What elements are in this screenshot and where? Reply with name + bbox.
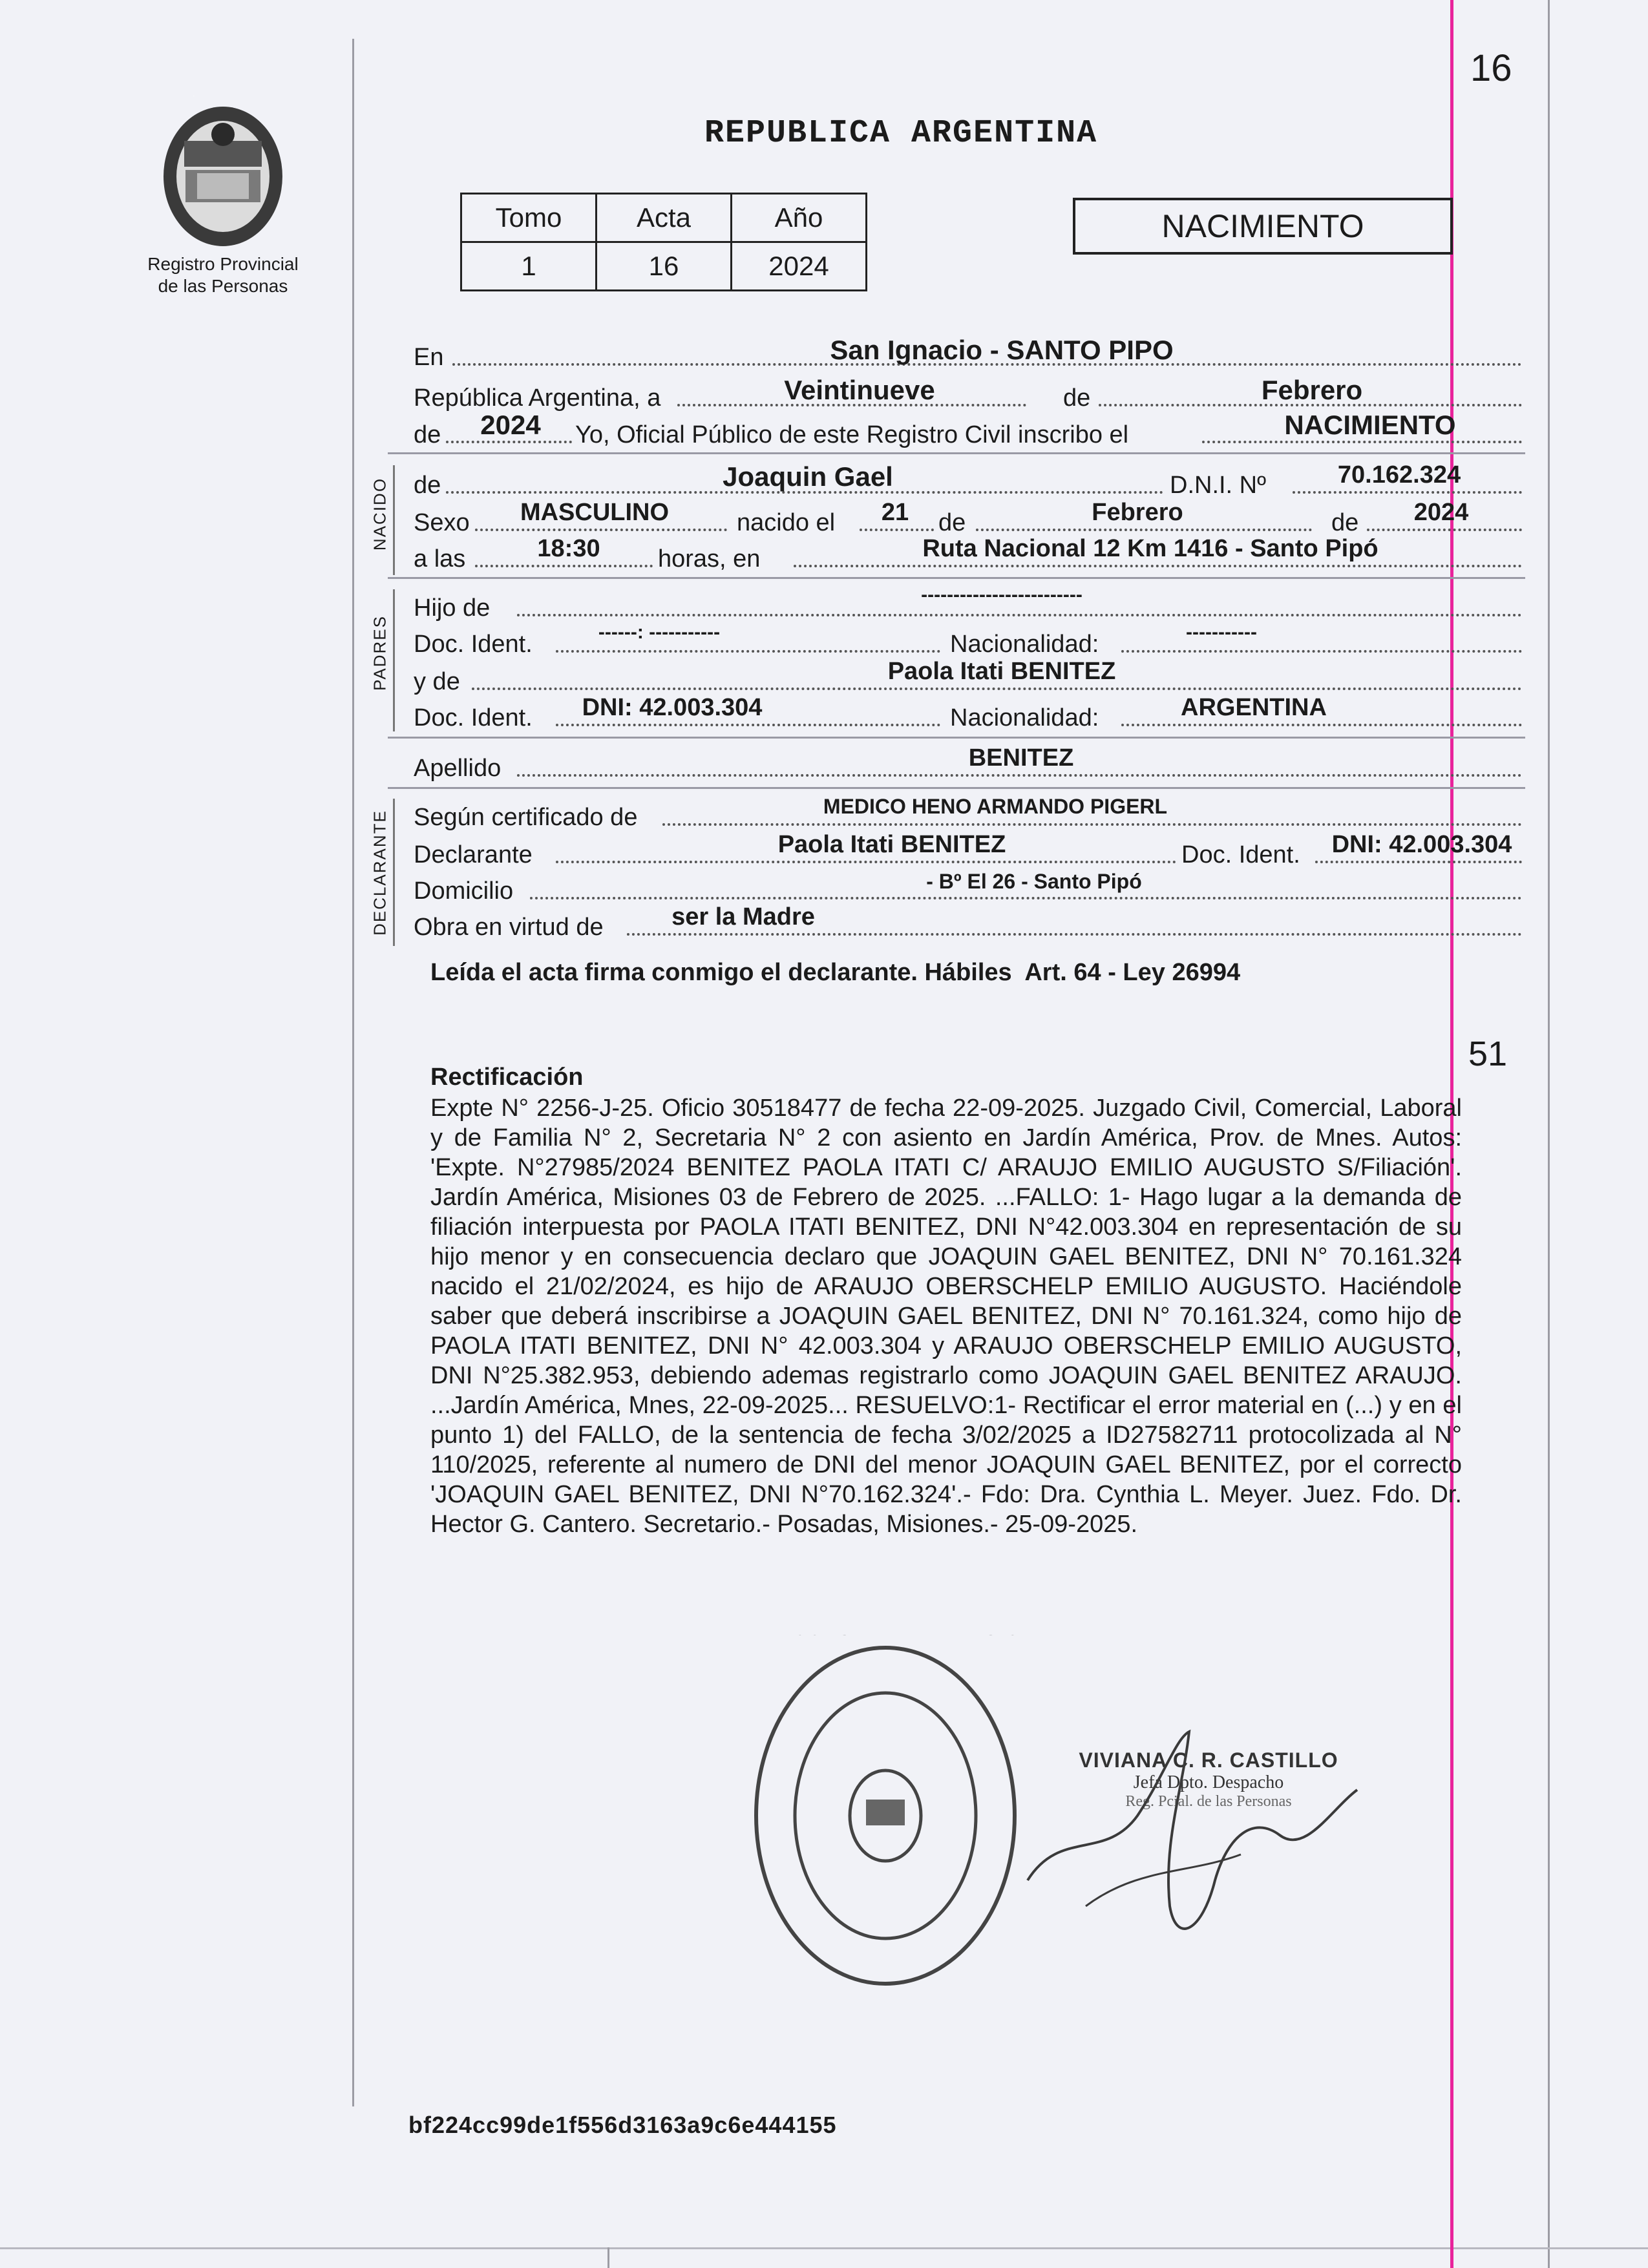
birth-day: 21 (881, 499, 909, 526)
dni-label: D.N.I. Nº (1170, 472, 1266, 499)
officer-text: Yo, Oficial Público de este Registro Civil inscribo el (575, 421, 1129, 448)
declarante-bar (393, 799, 395, 946)
father-nat-label: Nacionalidad: (950, 631, 1099, 658)
de-year-label: de (414, 421, 441, 448)
place-value: San Ignacio - SANTO PIPO (830, 335, 1174, 365)
declarante-value: Paola Itati BENITEZ (777, 831, 1006, 858)
signer-dept: Reg. Pcial. de las Personas (1125, 1793, 1292, 1810)
official-stamp (743, 1635, 1028, 2000)
bottom-rule (0, 2247, 1648, 2249)
divider (388, 577, 1525, 579)
child-name: Joaquin Gael (723, 461, 893, 492)
dots (1293, 491, 1522, 494)
birth-time: 18:30 (537, 535, 600, 562)
divider (388, 737, 1525, 739)
y-de-label: y de (414, 668, 460, 695)
cert-value: MEDICO HENO ARMANDO PIGERL (823, 795, 1168, 818)
dots (662, 823, 1522, 826)
registry-line-2: de las Personas (158, 276, 288, 296)
obra-value: ser la Madre (671, 903, 815, 930)
dots (1121, 650, 1522, 653)
dots (1367, 529, 1522, 531)
obra-label: Obra en virtud de (414, 914, 604, 941)
acta-value: 16 (597, 242, 732, 291)
alas-label: a las (414, 545, 466, 572)
mother-doc: DNI: 42.003.304 (582, 694, 763, 721)
signer-name: VIVIANA C. R. CASTILLO (1079, 1748, 1338, 1772)
anio-value: 2024 (732, 242, 867, 291)
mother-nat-label: Nacionalidad: (950, 704, 1099, 731)
declarante-section-label: DECLARANTE (370, 810, 390, 936)
apellido-label: Apellido (414, 755, 502, 782)
republic-label: República Argentina, a (414, 384, 661, 412)
dots (475, 565, 653, 567)
domicilio-value: - Bº El 26 - Santo Pipó (926, 870, 1142, 893)
year-value: 2024 (480, 410, 541, 440)
horas-label: horas, en (658, 545, 761, 572)
left-margin-line (352, 39, 354, 2106)
dots (976, 529, 1312, 531)
declarante-doc-label: Doc. Ident. (1181, 841, 1300, 868)
en-label: En (414, 344, 444, 371)
de-label-3: de (1331, 509, 1359, 536)
cert-label: Según certificado de (414, 804, 638, 831)
nacido-section-label: NACIDO (370, 477, 390, 551)
father-name: ------------------------- (921, 584, 1083, 605)
padres-section-label: PADRES (370, 615, 390, 691)
right-margin-line (1548, 0, 1550, 2268)
dots (556, 650, 940, 653)
mother-doc-label: Doc. Ident. (414, 704, 533, 731)
nacido-el-label: nacido el (737, 509, 836, 536)
stamp-inner-text (743, 1635, 949, 1639)
dots (1121, 724, 1522, 726)
dots (446, 441, 572, 443)
divider (388, 452, 1525, 454)
tomo-value: 1 (461, 242, 597, 291)
seal-bottom-text (158, 96, 236, 100)
record-number-table (460, 193, 867, 291)
domicilio-label: Domicilio (414, 877, 514, 905)
mother-name: Paola Itati BENITEZ (887, 658, 1116, 685)
country-title: REPUBLICA ARGENTINA (704, 115, 1098, 152)
dots (1315, 861, 1522, 863)
page-number: 16 (1470, 47, 1512, 89)
anio-header: Año (732, 194, 867, 242)
registry-name (132, 253, 313, 297)
child-dni: 70.162.324 (1337, 461, 1461, 488)
tomo-header: Tomo (461, 194, 597, 242)
divider (388, 787, 1525, 789)
dots (627, 933, 1522, 936)
sexo-label: Sexo (414, 509, 470, 536)
sexo-value: MASCULINO (520, 499, 670, 526)
dots (860, 529, 934, 531)
dots (1202, 441, 1522, 443)
father-doc: ------: ----------- (598, 622, 721, 643)
declarante-doc: DNI: 42.003.304 (1331, 831, 1512, 858)
de-label-2: de (938, 509, 966, 536)
nacido-de-label: de (414, 472, 441, 499)
birth-place: Ruta Nacional 12 Km 1416 - Santo Pipó (922, 535, 1379, 562)
dots (794, 565, 1522, 567)
birth-year: 2024 (1413, 499, 1469, 526)
dots (556, 861, 1176, 863)
apellido-value: BENITEZ (968, 744, 1074, 772)
registry-line-1: Registro Provincial (147, 254, 299, 274)
hijo-de-label: Hijo de (414, 594, 491, 622)
dots (517, 774, 1522, 777)
day-value: Veintinueve (784, 375, 935, 405)
dots (475, 529, 727, 531)
bottom-tick (607, 2247, 609, 2268)
declarante-label: Declarante (414, 841, 533, 868)
rectificacion-title: Rectificación (430, 1064, 584, 1091)
nacido-bar (393, 465, 395, 575)
rectificacion-body: Expte N° 2256-J-25. Oficio 30518477 de fecha 22-09-2025. Juzgado Civil, Comercial, Laboral y de Familia N° 2, Secretaria N° 2 con asiento en Jardín América, Prov. de Mnes. Autos: 'Expte. N°27985/2024 BENITEZ PAOLA ITATI C/ ARAUJO EMILIO AUGUSTO S/Filiación'. Jardín América, Misiones 03 de Febrero de 2025. ...FALLO: 1- Hago lugar a la demanda de filiación interpuesta por PAOLA ITATI BENITEZ, DNI N°42.003.304 en representación de su hijo menor y en consecuencia declaro que JOAQUIN GAEL BENITEZ, DNI N° 70.161.324 nacido el 21/02/2024, es hijo de ARAUJO OBERSCHELP EMILIO AUGUSTO. Haciéndole saber que deberá inscribirse a JOAQUIN GAEL BENITEZ, DNI N° 70.161.324, como hijo de PAOLA ITATI BENITEZ, DNI N° 42.003.304 y ARAUJO OBERSCHELP EMILIO AUGUSTO, DNI N°25.382.953, debiendo ademas registrarlo como JOAQUIN GAEL BENITEZ ARAUJO. ...Jardín América, Mnes, 22-09-2025... RESUELVO:1- Rectificar el error material en (...) y en el punto 1) del FALLO, de la sentencia de fecha 3/02/2025 a ID27582711 protocolizada al N° 110/2025, referente al numero de DNI del menor JOAQUIN GAEL BENITEZ, por el correcto 'JOAQUIN GAEL BENITEZ, DNI N°70.162.324'.- Fdo: Dra. Cynthia L. Meyer. Juez. Fdo. Dr. Hector G. Cantero. Secretario.- Posadas, Misiones.- 25-09-2025. (430, 1095, 1462, 1538)
document-hash: bf224cc99de1f556d3163a9c6e444155 (408, 2112, 837, 2138)
father-doc-label: Doc. Ident. (414, 631, 533, 658)
de-label: de (1063, 384, 1091, 412)
record-type-box: NACIMIENTO (1073, 198, 1453, 255)
father-nationality: ----------- (1186, 622, 1257, 643)
mother-nationality: ARGENTINA (1181, 694, 1327, 721)
dots (556, 724, 940, 726)
dots (472, 688, 1522, 690)
padres-bar (393, 589, 395, 731)
acta-header: Acta (597, 194, 732, 242)
birth-month: Febrero (1092, 499, 1183, 526)
dots (517, 614, 1522, 616)
signer-title: Jefa Dpto. Despacho (1133, 1772, 1284, 1792)
page-number-secondary: 51 (1468, 1034, 1508, 1073)
closing-statement: Leída el acta firma conmigo el declarante. Hábiles Art. 64 - Ley 26994 (430, 959, 1241, 986)
dots (530, 897, 1522, 899)
act-value: NACIMIENTO (1284, 410, 1456, 440)
province-seal-logo (158, 96, 288, 254)
handwritten-signature (1008, 1712, 1370, 1958)
month-value: Febrero (1261, 375, 1363, 405)
